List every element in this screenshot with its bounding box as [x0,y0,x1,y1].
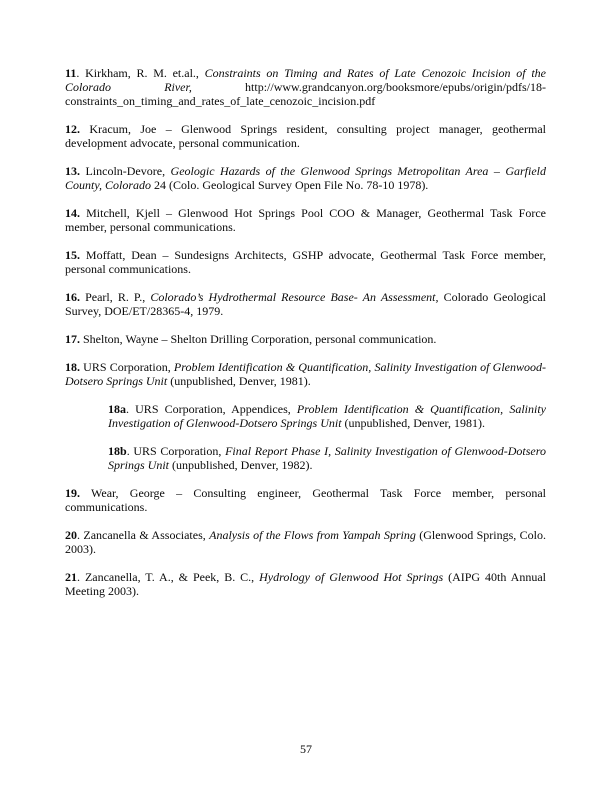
reference-text: . Kirkham, R. M. et.al., [76,66,205,80]
reference-title: Problem Identification & Quantification, Salinity Investigation of Glenwood-Dotsero Springs Unit [108,402,546,430]
reference-item-18b [108,444,546,472]
reference-number: 17. [65,332,80,346]
reference-title: Geologic Hazards of the Glenwood Springs Metropolitan Area – Garfield County, Colorado [65,164,546,192]
reference-number: 18. [65,360,80,374]
reference-number: 19. [65,486,80,500]
reference-text: (AIPG 40th Annual Meeting 2003). [65,570,546,598]
reference-title: Constraints on Timing and Rates of Late Cenozoic Incision of the Colorado River, [65,66,546,94]
reference-text: . URS Corporation, Appendices, [126,402,297,416]
reference-text: (Glenwood Springs, Colo. 2003). [65,528,547,556]
reference-title: Colorado’s Hydrothermal Resource Base- An Assessment, [150,290,439,304]
reference-text: Mitchell, Kjell – Glenwood Hot Springs Pool COO & Manager, Geothermal Task Force member, personal communications. [65,206,546,234]
reference-text: (unpublished, Denver, 1981). [167,374,311,388]
reference-text: 24 (Colo. Geological Survey Open File No. 78-10 1978). [151,178,429,192]
reference-item-16 [65,290,546,318]
reference-title: Final Report Phase I, Salinity Investigation of Glenwood-Dotsero Springs Unit [108,444,546,472]
reference-number: 11 [65,66,77,80]
reference-number: 15. [65,248,80,262]
reference-text: . Zancanella & Associates, [77,528,210,542]
reference-item-21 [65,570,546,598]
reference-item-11 [65,66,546,108]
reference-item-17 [65,332,546,346]
reference-number: 18a [108,402,126,416]
reference-item-18a [108,402,546,430]
reference-number: 14. [65,206,80,220]
reference-item-20 [65,528,546,556]
reference-text: URS Corporation, [80,360,174,374]
references-list [65,66,546,612]
reference-text: Lincoln-Devore, [80,164,171,178]
reference-title: Problem Identification & Quantification, Salinity Investigation of Glenwood-Dotsero Springs Unit [65,360,546,388]
reference-text: Kracum, Joe – Glenwood Springs resident, consulting project manager, geothermal development advocate, personal communication. [65,122,546,150]
reference-number: 12. [65,122,80,136]
reference-text: Wear, George – Consulting engineer, Geothermal Task Force member, personal communications. [65,486,546,514]
reference-text: Pearl, R. P., [80,290,151,304]
page-number: 57 [300,742,312,756]
reference-text: Shelton, Wayne – Shelton Drilling Corporation, personal communication. [80,332,437,346]
reference-item-12 [65,122,546,150]
reference-text: Moffatt, Dean – Sundesigns Architects, GSHP advocate, Geothermal Task Force member, personal communications. [65,248,546,276]
reference-item-13 [65,164,546,192]
reference-number: 20 [65,528,77,542]
reference-text: Colorado Geological Survey, DOE/ET/28365-4, 1979. [65,290,546,318]
reference-text: http://www.grandcanyon.org/booksmore/epubs/origin/pdfs/18-constraints_on_timing_and_rates_of_late_cenozoic_incision.pdf [65,80,546,108]
reference-item-15 [65,248,546,276]
reference-number: 21 [65,570,77,584]
reference-item-14 [65,206,546,234]
reference-item-18 [65,360,546,388]
reference-text: (unpublished, Denver, 1982). [169,458,313,472]
reference-text: (unpublished, Denver, 1981). [341,416,486,430]
reference-item-19 [65,486,546,514]
reference-title: Analysis of the Flows from Yampah Spring [209,528,416,542]
reference-number: 13. [65,164,80,178]
reference-title: Hydrology of Glenwood Hot Springs [259,570,444,584]
reference-text: . Zancanella, T. A., & Peek, B. C., [77,570,260,584]
reference-number: 18b [108,444,127,458]
reference-text: . URS Corporation, [126,444,226,458]
reference-number: 16. [65,290,80,304]
